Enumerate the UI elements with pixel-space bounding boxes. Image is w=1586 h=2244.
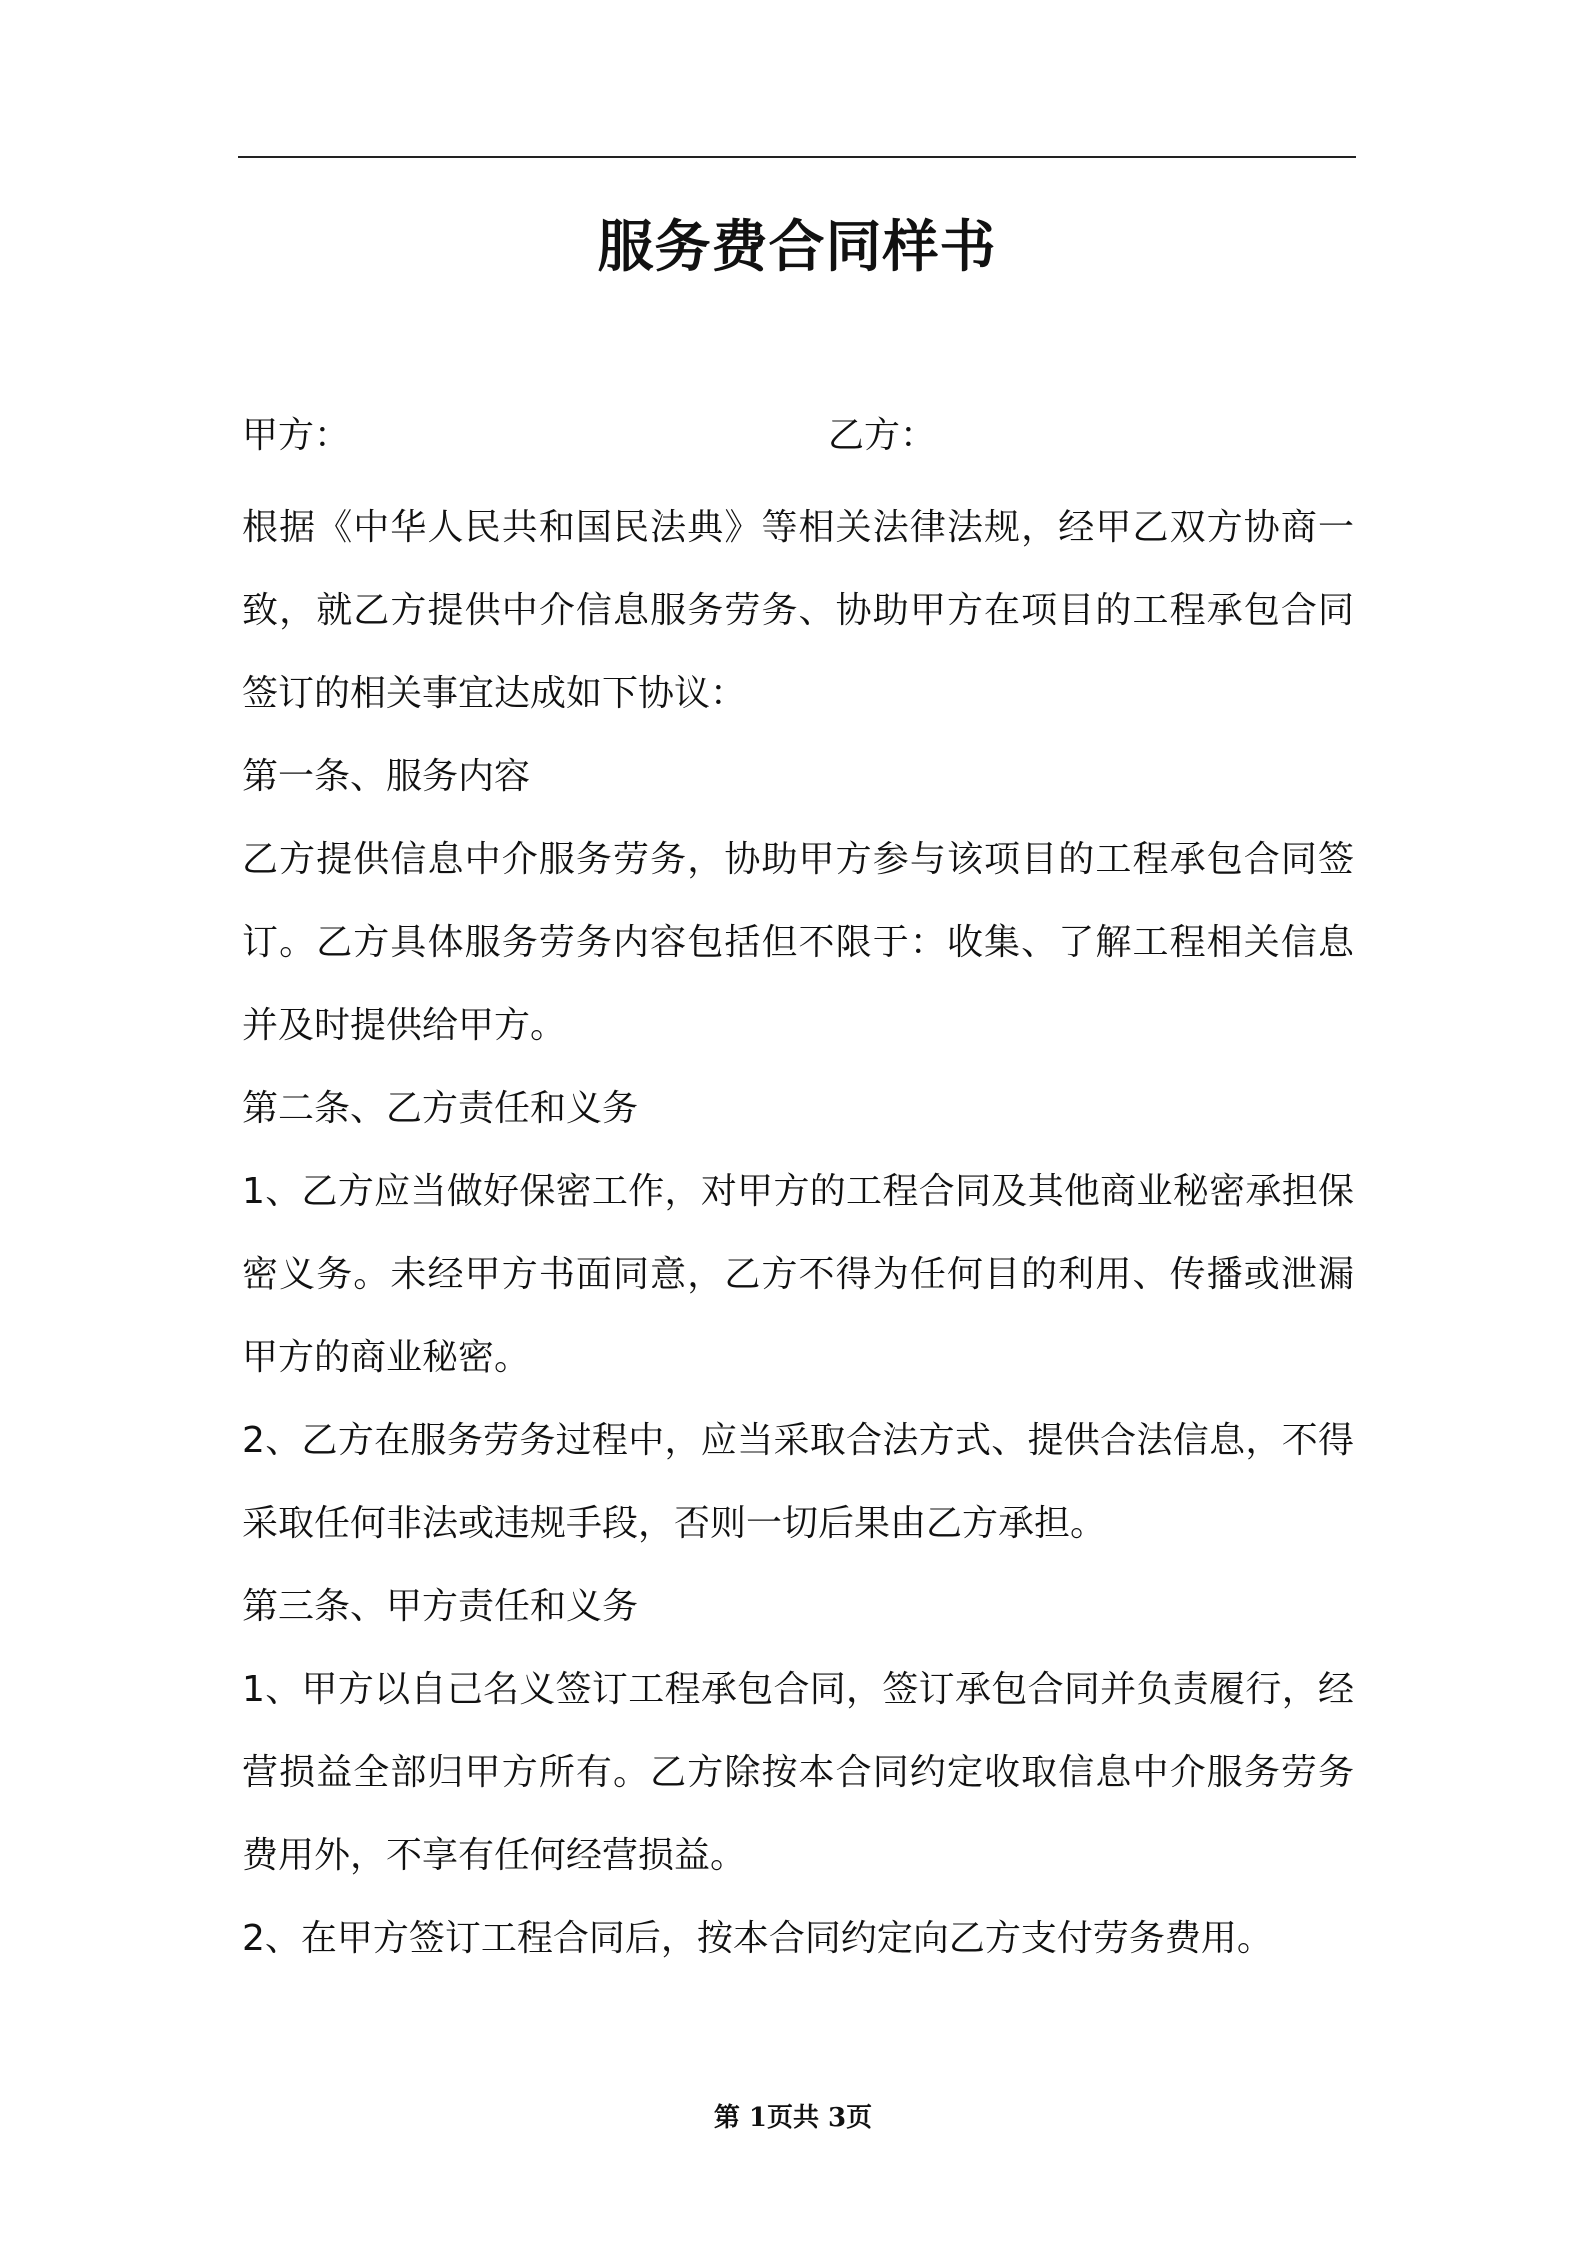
article-3-heading: 第三条、甲方责任和义务: [242, 1586, 639, 1627]
article-3-paragraph-2: 2、在甲方签订工程合同后，按本合同约定向乙方支付劳务费用。: [242, 1918, 1273, 1959]
article-1-heading: 第一条、服务内容: [242, 756, 531, 797]
party-a-label: 甲方：: [242, 415, 351, 456]
party-b-label: 乙方：: [828, 415, 937, 456]
article-3-paragraph-1: 1、甲方以自己名义签订工程承包合同，签订承包合同并负责履行，经营损益全部归甲方所有。乙方除按本合同约定收取信息中介服务劳务费用外，不享有任何经营损益。: [242, 1669, 1354, 1876]
article-2-heading: 第二条、乙方责任和义务: [242, 1088, 639, 1129]
contract-body: [242, 486, 1354, 1980]
article-2-paragraph-1: 1、乙方应当做好保密工作，对甲方的工程合同及其他商业秘密承担保密义务。未经甲方书面同意，乙方不得为任何目的利用、传播或泄漏甲方的商业秘密。: [242, 1171, 1354, 1378]
page-number-footer: 第 1页共 3页: [713, 2103, 873, 2133]
article-1-paragraph-1: 乙方提供信息中介服务劳务，协助甲方参与该项目的工程承包合同签订。乙方具体服务劳务内容包括但不限于：收集、了解工程相关信息并及时提供给甲方。: [242, 839, 1354, 1046]
parties-line: [242, 404, 1352, 468]
document-title: 服务费合同样书: [597, 215, 997, 280]
header-rule: [238, 156, 1356, 158]
intro-paragraph: 根据《中华人民共和国民法典》等相关法律法规，经甲乙双方协商一致，就乙方提供中介信息服务劳务、协助甲方在项目的工程承包合同签订的相关事宜达成如下协议：: [242, 507, 1354, 714]
article-2-paragraph-2: 2、乙方在服务劳务过程中，应当采取合法方式、提供合法信息，不得采取任何非法或违规手段，否则一切后果由乙方承担。: [242, 1420, 1354, 1544]
